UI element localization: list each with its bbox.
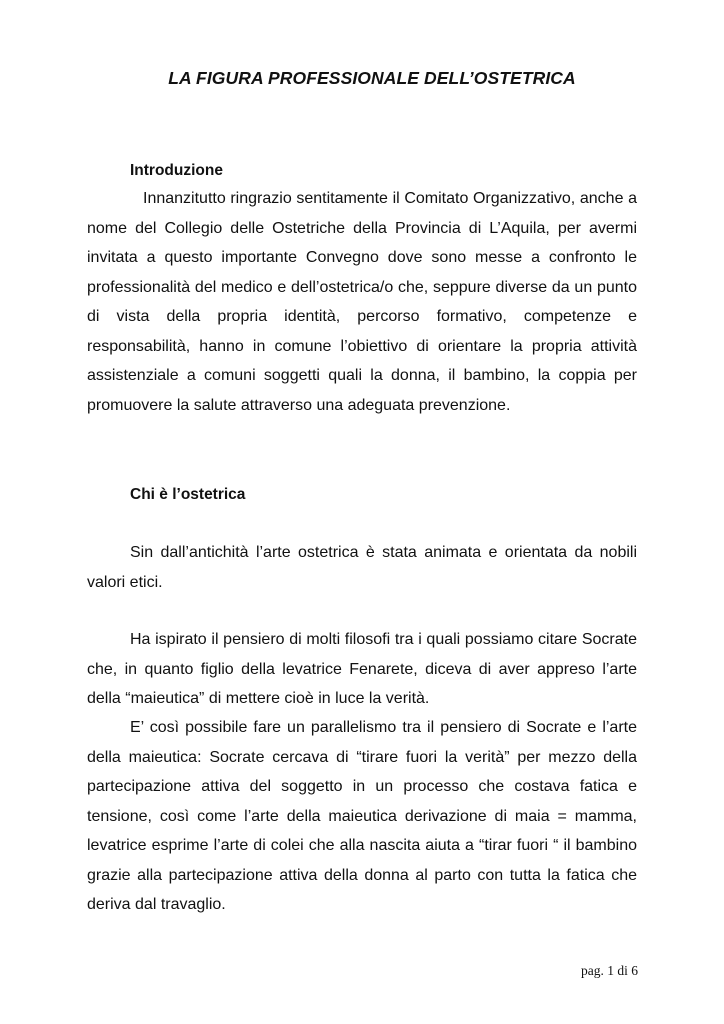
- document-title: LA FIGURA PROFESSIONALE DELL’OSTETRICA: [168, 68, 576, 88]
- section-heading-chi-e-ostetrica: Chi è l’ostetrica: [130, 486, 246, 503]
- page-number: pag. 1 di 6: [581, 963, 638, 978]
- paragraph-introduzione: Innanzitutto ringrazio sentitamente il Comitato Organizzativo, anche a nome del Collegio delle Ostetriche della Provincia di L’Aquila, per avermi invitata a questo importante Convegno dove sono messe a confronto le professionalità del medico e dell’ostetrica/o che, seppure diverse da un punto di vista della propria identità, percorso formativo, competenze e responsabilità, hanno in comune l’obiettivo di orientare la propria attività assistenziale a comuni soggetti quali la donna, il bambino, la coppia per promuovere la salute attraverso una adeguata prevenzione.: [87, 190, 637, 414]
- section-heading-introduzione: Introduzione: [130, 162, 223, 179]
- paragraph-socrate: Ha ispirato il pensiero di molti filosofi tra i quali possiamo citare Socrate che, in quanto figlio della levatrice Fenarete, diceva di aver appreso l’arte della “maieutica” di mettere cioè in luce la verità.: [87, 631, 637, 707]
- paragraph-maieutica: E’ così possibile fare un parallelismo tra il pensiero di Socrate e l’arte della maieutica: Socrate cercava di “tirare fuori la verità” per mezzo della partecipazione attiva del soggetto in un processo che costava fatica e tensione, così come l’arte della maieutica derivazione di maia = mamma, levatrice esprime l’arte di colei che alla nascita aiuta a “tirar fuori “ il bambino grazie alla partecipazione attiva della donna al parto con tutta la fatica che deriva dal travaglio.: [87, 719, 637, 913]
- paragraph-antichita: Sin dall’antichità l’arte ostetrica è stata animata e orientata da nobili valori etici.: [87, 544, 637, 591]
